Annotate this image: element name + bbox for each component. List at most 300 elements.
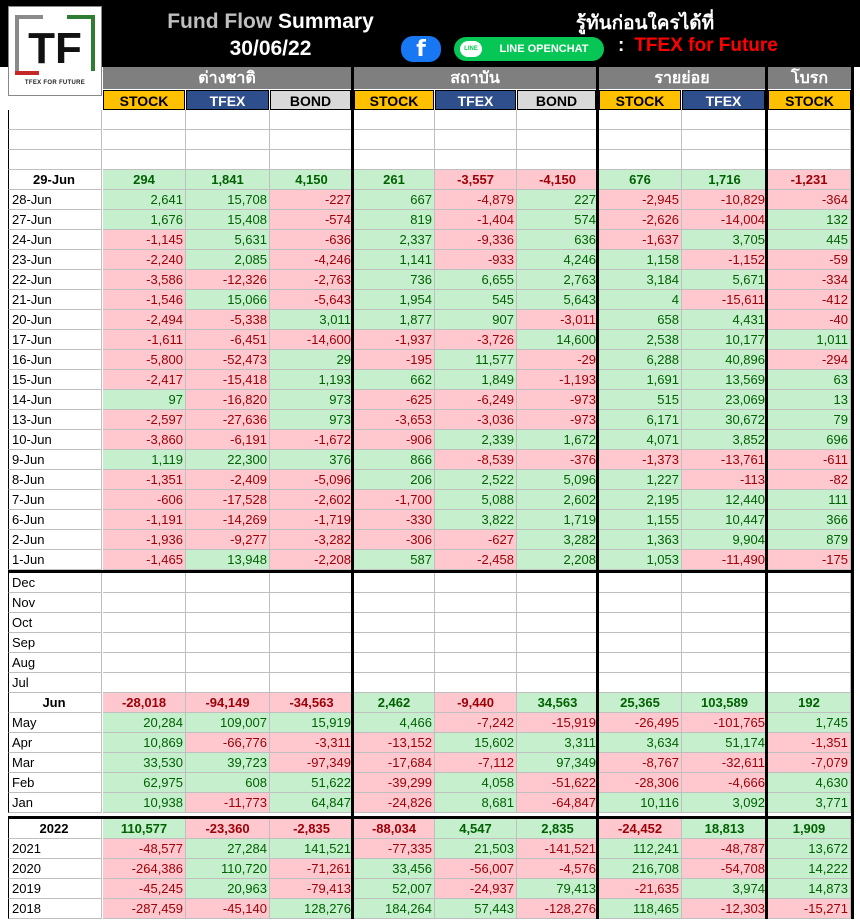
value-cell: -7,112 xyxy=(435,753,517,773)
value-cell: -5,643 xyxy=(270,290,354,310)
value-cell: 2,195 xyxy=(599,490,682,510)
value-cell: 2,522 xyxy=(435,470,517,490)
value-cell xyxy=(517,110,599,130)
value-cell: -1,193 xyxy=(517,370,599,390)
table-row xyxy=(8,450,851,470)
value-cell xyxy=(599,593,682,613)
value-cell: 10,938 xyxy=(103,793,186,813)
logo-mark-icon xyxy=(9,7,101,79)
value-cell: -2,626 xyxy=(599,210,682,230)
value-cell xyxy=(517,130,599,150)
table-row xyxy=(8,550,851,570)
value-cell: -52,473 xyxy=(186,350,270,370)
value-cell: -7,242 xyxy=(435,713,517,733)
value-cell: -627 xyxy=(435,530,517,550)
value-cell: 8,681 xyxy=(435,793,517,813)
value-cell: 608 xyxy=(186,773,270,793)
value-cell: -1,465 xyxy=(103,550,186,570)
group-divider-1 xyxy=(351,67,354,919)
value-cell: 2,085 xyxy=(186,250,270,270)
value-cell: -54,708 xyxy=(682,859,768,879)
value-cell: 1,676 xyxy=(103,210,186,230)
col-institution-tfex: TFEX xyxy=(435,90,516,110)
row-label: Jan xyxy=(8,793,102,813)
value-cell xyxy=(270,130,354,150)
value-cell: 6,655 xyxy=(435,270,517,290)
value-cell: -1,937 xyxy=(354,330,435,350)
value-cell: -376 xyxy=(517,450,599,470)
value-cell: 27,284 xyxy=(186,839,270,859)
value-cell: 33,456 xyxy=(354,859,435,879)
value-cell xyxy=(186,613,270,633)
tfex-for-future-logo xyxy=(8,6,102,96)
value-cell: -28,018 xyxy=(103,693,186,713)
value-cell: 110,720 xyxy=(186,859,270,879)
value-cell xyxy=(435,673,517,693)
value-cell: 192 xyxy=(768,693,851,713)
row-label: 1-Jun xyxy=(8,550,102,570)
value-cell: -24,826 xyxy=(354,793,435,813)
row-label: 20-Jun xyxy=(8,310,102,330)
summary-row xyxy=(8,693,851,713)
value-cell: -26,495 xyxy=(599,713,682,733)
value-cell: 4,246 xyxy=(517,250,599,270)
value-cell xyxy=(517,613,599,633)
value-cell: -17,684 xyxy=(354,753,435,773)
value-cell: 18,813 xyxy=(682,819,768,839)
value-cell: -636 xyxy=(270,230,354,250)
table-row xyxy=(8,430,851,450)
value-cell xyxy=(768,573,851,593)
value-cell: 4,431 xyxy=(682,310,768,330)
value-cell: 13 xyxy=(768,390,851,410)
value-cell: 51,622 xyxy=(270,773,354,793)
value-cell: 3,282 xyxy=(517,530,599,550)
value-cell: -606 xyxy=(103,490,186,510)
value-cell: 376 xyxy=(270,450,354,470)
value-cell xyxy=(768,633,851,653)
value-cell: -48,577 xyxy=(103,839,186,859)
value-cell: -14,600 xyxy=(270,330,354,350)
value-cell: -6,451 xyxy=(186,330,270,350)
table-row xyxy=(8,370,851,390)
table-row xyxy=(8,250,851,270)
row-label: 7-Jun xyxy=(8,490,102,510)
value-cell: 3,822 xyxy=(435,510,517,530)
row-label: 27-Jun xyxy=(8,210,102,230)
table-row xyxy=(8,593,851,613)
group-divider-3 xyxy=(765,67,768,919)
value-cell: 4,058 xyxy=(435,773,517,793)
value-cell: 1,745 xyxy=(768,713,851,733)
value-cell xyxy=(103,633,186,653)
value-cell: -1,546 xyxy=(103,290,186,310)
value-cell: -2,602 xyxy=(270,490,354,510)
value-cell: 14,600 xyxy=(517,330,599,350)
value-cell: 5,631 xyxy=(186,230,270,250)
value-cell: 2,339 xyxy=(435,430,517,450)
row-label: Dec xyxy=(8,573,102,593)
value-cell: -13,761 xyxy=(682,450,768,470)
value-cell: -574 xyxy=(270,210,354,230)
value-cell: 128,276 xyxy=(270,899,354,919)
value-cell: -227 xyxy=(270,190,354,210)
section-divider-monthly xyxy=(8,816,851,819)
value-cell: -71,261 xyxy=(270,859,354,879)
value-cell xyxy=(186,593,270,613)
row-label: 24-Jun xyxy=(8,230,102,250)
value-cell xyxy=(599,613,682,633)
value-cell: 4,547 xyxy=(435,819,517,839)
value-cell: 5,096 xyxy=(517,470,599,490)
col-institution-bond: BOND xyxy=(517,90,596,110)
value-cell: 14,222 xyxy=(768,859,851,879)
value-cell: -3,311 xyxy=(270,733,354,753)
value-cell: -2,945 xyxy=(599,190,682,210)
value-cell: 62,975 xyxy=(103,773,186,793)
blank-row xyxy=(8,150,851,170)
value-cell: -51,622 xyxy=(517,773,599,793)
value-cell: -66,776 xyxy=(186,733,270,753)
value-cell: -4,576 xyxy=(517,859,599,879)
value-cell: -8,539 xyxy=(435,450,517,470)
value-cell: -2,409 xyxy=(186,470,270,490)
value-cell: -15,418 xyxy=(186,370,270,390)
row-label: 29-Jun xyxy=(8,170,102,190)
value-cell: -27,636 xyxy=(186,410,270,430)
value-cell: 1,363 xyxy=(599,530,682,550)
value-cell: 10,447 xyxy=(682,510,768,530)
value-cell xyxy=(186,573,270,593)
value-cell: -175 xyxy=(768,550,851,570)
row-label: Oct xyxy=(8,613,102,633)
table-row xyxy=(8,510,851,530)
value-cell: -1,404 xyxy=(435,210,517,230)
value-cell xyxy=(599,673,682,693)
value-cell: -141,521 xyxy=(517,839,599,859)
group-divider-2 xyxy=(596,67,599,919)
value-cell xyxy=(103,110,186,130)
value-cell xyxy=(682,573,768,593)
value-cell: -17,528 xyxy=(186,490,270,510)
value-cell: 1,691 xyxy=(599,370,682,390)
table-row xyxy=(8,753,851,773)
value-cell: 103,589 xyxy=(682,693,768,713)
value-cell: 34,563 xyxy=(517,693,599,713)
value-cell: -195 xyxy=(354,350,435,370)
value-cell: -2,494 xyxy=(103,310,186,330)
table-row xyxy=(8,653,851,673)
value-cell: 1,849 xyxy=(435,370,517,390)
value-cell: 79,413 xyxy=(517,879,599,899)
value-cell xyxy=(435,613,517,633)
value-cell: 5,643 xyxy=(517,290,599,310)
value-cell xyxy=(103,130,186,150)
value-cell xyxy=(354,633,435,653)
row-label: 2021 xyxy=(8,839,102,859)
value-cell xyxy=(186,673,270,693)
group-institution: สถาบัน xyxy=(354,67,596,89)
value-cell: 879 xyxy=(768,530,851,550)
row-label: 8-Jun xyxy=(8,470,102,490)
value-cell xyxy=(599,110,682,130)
value-cell xyxy=(517,653,599,673)
value-cell: 15,919 xyxy=(270,713,354,733)
row-label xyxy=(8,130,102,150)
value-cell: 64,847 xyxy=(270,793,354,813)
value-cell xyxy=(768,110,851,130)
value-cell: -40 xyxy=(768,310,851,330)
value-cell: -39,299 xyxy=(354,773,435,793)
page-title: Fund Flow Summary xyxy=(167,10,374,33)
table-row xyxy=(8,733,851,753)
value-cell: 445 xyxy=(768,230,851,250)
value-cell: 13,672 xyxy=(768,839,851,859)
value-cell: -7,079 xyxy=(768,753,851,773)
value-cell: 2,337 xyxy=(354,230,435,250)
table-row xyxy=(8,490,851,510)
table-row xyxy=(8,330,851,350)
value-cell: -2,417 xyxy=(103,370,186,390)
value-cell: -5,096 xyxy=(270,470,354,490)
value-cell xyxy=(682,150,768,170)
value-cell: -24,452 xyxy=(599,819,682,839)
value-cell: -59 xyxy=(768,250,851,270)
value-cell: 545 xyxy=(435,290,517,310)
blank-row xyxy=(8,110,851,130)
value-cell: -2,763 xyxy=(270,270,354,290)
value-cell: -1,191 xyxy=(103,510,186,530)
value-cell: 25,365 xyxy=(599,693,682,713)
table-row xyxy=(8,290,851,310)
value-cell: -13,152 xyxy=(354,733,435,753)
value-cell: -5,338 xyxy=(186,310,270,330)
row-label: 17-Jun xyxy=(8,330,102,350)
value-cell: 184,264 xyxy=(354,899,435,919)
value-cell: -21,635 xyxy=(599,879,682,899)
value-cell: -334 xyxy=(768,270,851,290)
value-cell: -113 xyxy=(682,470,768,490)
value-cell: -933 xyxy=(435,250,517,270)
value-cell: -4,666 xyxy=(682,773,768,793)
value-cell: -56,007 xyxy=(435,859,517,879)
value-cell: 52,007 xyxy=(354,879,435,899)
summary-row xyxy=(8,170,851,190)
row-label: 16-Jun xyxy=(8,350,102,370)
value-cell: -16,820 xyxy=(186,390,270,410)
row-label: 2-Jun xyxy=(8,530,102,550)
row-label: 15-Jun xyxy=(8,370,102,390)
value-cell: 973 xyxy=(270,410,354,430)
value-cell: -14,004 xyxy=(682,210,768,230)
value-cell xyxy=(270,633,354,653)
value-cell xyxy=(599,130,682,150)
value-cell: 1,716 xyxy=(682,170,768,190)
row-label: 2018 xyxy=(8,899,102,919)
value-cell xyxy=(517,573,599,593)
value-cell: 141,521 xyxy=(270,839,354,859)
value-cell xyxy=(517,593,599,613)
table-row xyxy=(8,773,851,793)
value-cell: -1,719 xyxy=(270,510,354,530)
value-cell: -264,386 xyxy=(103,859,186,879)
value-cell: 3,092 xyxy=(682,793,768,813)
value-cell xyxy=(186,633,270,653)
value-cell: -3,036 xyxy=(435,410,517,430)
value-cell: 3,634 xyxy=(599,733,682,753)
value-cell: 9,904 xyxy=(682,530,768,550)
value-cell xyxy=(354,130,435,150)
value-cell: -12,326 xyxy=(186,270,270,290)
value-cell: -1,145 xyxy=(103,230,186,250)
facebook-icon[interactable]: f xyxy=(401,36,441,62)
value-cell: 1,909 xyxy=(768,819,851,839)
value-cell: -3,860 xyxy=(103,430,186,450)
value-cell xyxy=(186,110,270,130)
value-cell: 636 xyxy=(517,230,599,250)
value-cell: 587 xyxy=(354,550,435,570)
value-cell: 1,877 xyxy=(354,310,435,330)
value-cell: 3,771 xyxy=(768,793,851,813)
value-cell: -973 xyxy=(517,390,599,410)
value-cell: -625 xyxy=(354,390,435,410)
value-cell xyxy=(517,673,599,693)
value-cell xyxy=(354,653,435,673)
table-row xyxy=(8,713,851,733)
value-cell: 1,155 xyxy=(599,510,682,530)
value-cell xyxy=(768,150,851,170)
value-cell: 6,171 xyxy=(599,410,682,430)
value-cell: 1,719 xyxy=(517,510,599,530)
value-cell: -97,349 xyxy=(270,753,354,773)
value-cell: 51,174 xyxy=(682,733,768,753)
value-cell: 132 xyxy=(768,210,851,230)
value-cell: -3,557 xyxy=(435,170,517,190)
row-label: Apr xyxy=(8,733,102,753)
report-date: 30/06/22 xyxy=(229,37,312,60)
value-cell: -11,490 xyxy=(682,550,768,570)
value-cell xyxy=(599,633,682,653)
value-cell: -4,150 xyxy=(517,170,599,190)
value-cell: 29 xyxy=(270,350,354,370)
value-cell: -4,246 xyxy=(270,250,354,270)
line-openchat-button[interactable] xyxy=(454,37,604,61)
value-cell xyxy=(682,130,768,150)
value-cell: -1,637 xyxy=(599,230,682,250)
value-cell xyxy=(682,633,768,653)
table-row xyxy=(8,633,851,653)
value-cell: 1,672 xyxy=(517,430,599,450)
value-cell: 40,896 xyxy=(682,350,768,370)
value-cell: -1,672 xyxy=(270,430,354,450)
col-retail-tfex: TFEX xyxy=(682,90,765,110)
value-cell: -48,787 xyxy=(682,839,768,859)
row-label: Feb xyxy=(8,773,102,793)
row-label: 10-Jun xyxy=(8,430,102,450)
value-cell xyxy=(435,150,517,170)
value-cell: 57,443 xyxy=(435,899,517,919)
value-cell: 15,408 xyxy=(186,210,270,230)
value-cell: -611 xyxy=(768,450,851,470)
value-cell: -101,765 xyxy=(682,713,768,733)
value-cell: -3,653 xyxy=(354,410,435,430)
value-cell: -330 xyxy=(354,510,435,530)
value-cell: 2,602 xyxy=(517,490,599,510)
value-cell xyxy=(103,653,186,673)
value-cell: -23,360 xyxy=(186,819,270,839)
value-cell xyxy=(768,613,851,633)
value-cell: 206 xyxy=(354,470,435,490)
value-cell: 10,116 xyxy=(599,793,682,813)
value-cell: 33,530 xyxy=(103,753,186,773)
value-cell: 2,641 xyxy=(103,190,186,210)
value-cell: 216,708 xyxy=(599,859,682,879)
value-cell: 4,630 xyxy=(768,773,851,793)
value-cell: -82 xyxy=(768,470,851,490)
row-label: Sep xyxy=(8,633,102,653)
value-cell xyxy=(599,150,682,170)
group-retail: รายย่อย xyxy=(599,67,765,89)
value-cell: -28,306 xyxy=(599,773,682,793)
value-cell: 1,119 xyxy=(103,450,186,470)
value-cell: 10,869 xyxy=(103,733,186,753)
value-cell xyxy=(435,593,517,613)
value-cell: -14,269 xyxy=(186,510,270,530)
table-row xyxy=(8,390,851,410)
value-cell: -77,335 xyxy=(354,839,435,859)
row-label: 2019 xyxy=(8,879,102,899)
blank-row xyxy=(8,130,851,150)
value-cell xyxy=(354,593,435,613)
value-cell: 866 xyxy=(354,450,435,470)
value-cell: 112,241 xyxy=(599,839,682,859)
value-cell: 1,011 xyxy=(768,330,851,350)
value-cell: -364 xyxy=(768,190,851,210)
value-cell: 227 xyxy=(517,190,599,210)
value-cell: 3,311 xyxy=(517,733,599,753)
table-row xyxy=(8,210,851,230)
row-label: 22-Jun xyxy=(8,270,102,290)
value-cell xyxy=(599,573,682,593)
value-cell: -973 xyxy=(517,410,599,430)
value-cell: 63 xyxy=(768,370,851,390)
logo-caption: TFEX FOR FUTURE xyxy=(24,80,86,86)
line-openchat-label: LINE OPENCHAT xyxy=(499,43,589,55)
value-cell: -287,459 xyxy=(103,899,186,919)
value-cell: -6,191 xyxy=(186,430,270,450)
value-cell: 6,288 xyxy=(599,350,682,370)
value-cell xyxy=(270,673,354,693)
value-cell: 20,284 xyxy=(103,713,186,733)
value-cell xyxy=(768,593,851,613)
table-right-border xyxy=(851,67,854,919)
value-cell: 658 xyxy=(599,310,682,330)
value-cell: 14,873 xyxy=(768,879,851,899)
col-broker-stock: STOCK xyxy=(768,90,851,110)
value-cell: 13,569 xyxy=(682,370,768,390)
value-cell: 574 xyxy=(517,210,599,230)
row-label xyxy=(8,110,102,130)
value-cell: 22,300 xyxy=(186,450,270,470)
value-cell: -412 xyxy=(768,290,851,310)
row-label xyxy=(8,150,102,170)
row-label: 21-Jun xyxy=(8,290,102,310)
table-row xyxy=(8,270,851,290)
value-cell: 10,177 xyxy=(682,330,768,350)
value-cell: 97 xyxy=(103,390,186,410)
value-cell: -1,152 xyxy=(682,250,768,270)
value-cell: -2,240 xyxy=(103,250,186,270)
